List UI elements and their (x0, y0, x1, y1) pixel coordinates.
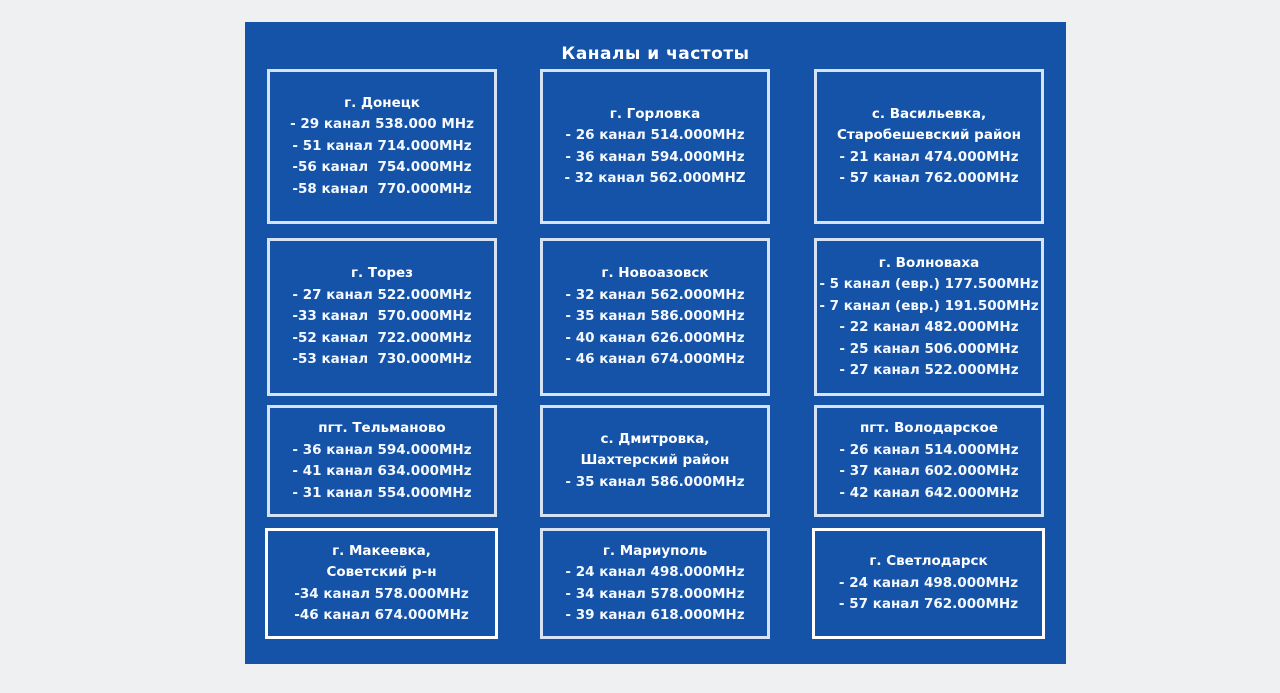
channel-frequency: - 32 канал 562.000MHZ (564, 170, 746, 186)
location-name: с. Дмитровка, (600, 430, 710, 447)
channel-frequency: - 35 канал 586.000MHz (565, 473, 745, 490)
location-name: г. Торез (350, 265, 414, 282)
location-card (540, 238, 770, 396)
location-name: пгт. Тельманово (318, 420, 446, 436)
location-card (267, 238, 497, 396)
channel-frequency: - 24 канал 498.000MHz (838, 574, 1019, 591)
channel-frequency: - 35 канал 586.000MHz (565, 308, 745, 325)
channel-frequency: - 57 канал 762.000MHz (839, 170, 1019, 186)
location-card (814, 405, 1044, 517)
channel-frequency: - 32 канал 562.000MHz (565, 286, 745, 303)
channel-frequency: - 36 канал 594.000MHz (565, 148, 745, 165)
channel-frequency: -56 канал 754.000MHz (292, 159, 472, 176)
channel-frequency: - 41 канал 634.000MHz (292, 463, 472, 479)
channels-board (245, 22, 1066, 664)
location-name: г. Горловка (609, 105, 701, 122)
location-name: г. Мариуполь (602, 542, 708, 559)
channel-frequency: - 27 канал 522.000MHz (839, 362, 1019, 378)
channel-frequency: - 26 канал 514.000MHz (565, 127, 745, 143)
channel-frequency: - 27 канал 522.000MHz (292, 286, 472, 303)
channel-frequency: - 40 канал 626.000MHz (565, 329, 745, 346)
board-title: Каналы и частоты (561, 44, 750, 64)
channel-frequency: - 31 канал 554.000MHz (292, 484, 472, 501)
channel-frequency: - 5 канал (евр.) 177.500MHz (819, 276, 1039, 292)
channel-frequency: - 26 канал 514.000MHz (839, 441, 1019, 458)
location-name: пгт. Володарское (859, 420, 999, 436)
location-card (540, 69, 770, 224)
channel-frequency: - 42 канал 642.000MHz (839, 484, 1019, 501)
channel-frequency: - 34 канал 578.000MHz (565, 585, 745, 602)
channel-frequency: - 29 канал 538.000 MHz (290, 116, 474, 133)
location-card (540, 528, 770, 639)
channel-frequency: - 57 канал 762.000MHz (838, 596, 1019, 613)
channel-frequency: -34 канал 578.000MHz (294, 585, 469, 602)
locations-grid (245, 22, 1066, 664)
channel-frequency: -52 канал 722.000MHz (292, 329, 472, 346)
channel-frequency: - 22 канал 482.000MHz (839, 319, 1019, 335)
channel-frequency: - 7 канал (евр.) 191.500MHz (819, 297, 1039, 314)
location-card (814, 69, 1044, 224)
channel-frequency: - 25 канал 506.000MHz (839, 340, 1019, 357)
channel-frequency: - 39 канал 618.000MHz (565, 607, 745, 623)
location-name: г. Светлодарск (869, 553, 988, 570)
channel-frequency: - 51 канал 714.000MHz (292, 137, 472, 154)
location-name: Старобешевский район (836, 127, 1022, 143)
location-card (265, 528, 498, 639)
location-name: г. Новоазовск (601, 265, 709, 282)
channel-frequency: - 36 канал 594.000MHz (292, 441, 472, 458)
channel-frequency: -46 канал 674.000MHz (294, 607, 469, 623)
channel-frequency: -53 канал 730.000MHz (292, 351, 472, 368)
location-name: Шахтерский район (580, 452, 730, 469)
location-card (267, 405, 497, 517)
location-card (814, 238, 1044, 396)
channel-frequency: -58 канал 770.000MHz (292, 180, 472, 197)
channel-frequency: -33 канал 570.000MHz (292, 308, 472, 325)
channel-frequency: - 46 канал 674.000MHz (565, 351, 745, 368)
location-card (812, 528, 1045, 639)
channel-frequency: - 37 канал 602.000MHz (839, 463, 1019, 479)
channel-frequency: - 24 канал 498.000MHz (565, 564, 745, 580)
location-name: г. Макеевка, (332, 542, 431, 559)
channel-frequency: - 21 канал 474.000MHz (839, 148, 1019, 165)
location-name: Советский р-н (326, 564, 437, 580)
location-name: г. Донецк (344, 94, 420, 111)
location-card (267, 69, 497, 224)
location-card (540, 405, 770, 517)
location-name: с. Васильевка, (871, 105, 987, 122)
location-name: г. Волноваха (878, 254, 980, 271)
